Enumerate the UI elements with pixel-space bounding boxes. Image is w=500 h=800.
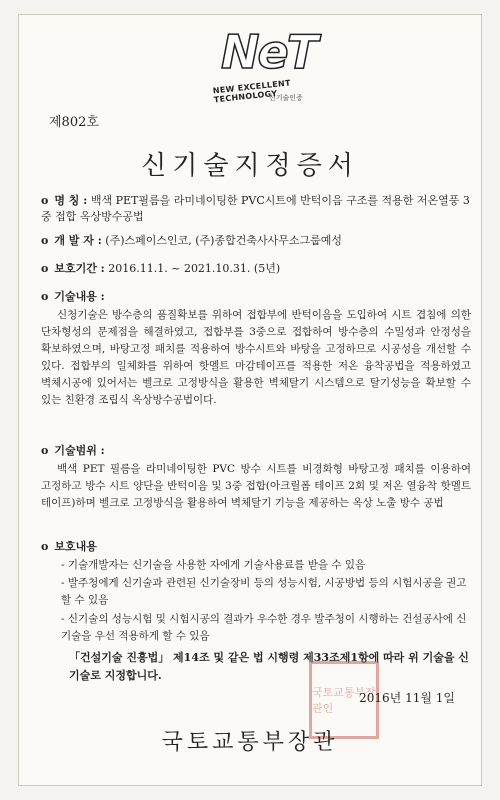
content-heading (41, 289, 471, 305)
period-value: 2016.11.1. ~ 2021.10.31. (5년) (108, 262, 281, 275)
name-value: 백색 PET필름을 라미네이팅한 PVC시트에 반턱이음 구조를 적용한 저온열풍 3중 접합 옥상방수공법 (41, 194, 470, 223)
name-label: 명 칭 : (54, 194, 88, 207)
content-text: 신청기술은 방수층의 품질확보를 위하여 접합부에 반턱이음을 도입하여 시트 겹침에 의한 단차형성의 문제점을 해결하였고, 접합부를 3중으로 접합하여 방수층의 수밀성과 안정성을 확보하였으며, 바탕고정 패치를 적용하여 방수시트와 바탕을 고정하므로 시공성을 개선할 수 있다. 접합부의 일체화를 위하여 핫멜트 마감테이프를 적용한 저온 융착공법을 적용하였고 벽체시공에 있어서는 벨크로 고정방식을 활용한 벽체탈기 시스템으로 탈기성능을 확보할 수 있는 친환경 조립식 옥상방수공법이다. (41, 309, 471, 406)
logo-ring-text: NEW EXCELLENT TECHNOLOGY (212, 78, 292, 105)
period-row (41, 261, 471, 277)
certificate (18, 14, 482, 786)
developer-row (41, 233, 471, 249)
bullet-icon: o (41, 262, 49, 275)
legal-basis: 「건설기술 진흥법」 제14조 및 같은 법 시행령 제33조제1항에 따라 위 기술을 신기술로 지정합니다. (69, 651, 469, 682)
developer-value: (주)스페이스인코, (주)종합건축사사무소그룹예성 (105, 234, 342, 247)
protection-label: 보호내용 (54, 540, 97, 553)
bullet-icon: o (41, 290, 49, 303)
certificate-number: 제802호 (49, 115, 99, 130)
name-row (41, 193, 471, 225)
issue-date: 2016년 11월 1일 (359, 691, 455, 705)
scope-text: 백색 PET 필름을 라미네이팅한 PVC 방수 시트를 비경화형 바탕고정 패치를 이용하여 고정하고 방수 시트 양단을 반턱이음 및 3중 접합(아크릴폼 테이프 2회 및 저온 열융착 핫멜트 테이프)하며 벨크로 고정방식을 활용하여 벽체탈기 기능을 제공하는 옥상 노출 방수 공법 (41, 463, 471, 509)
scope-heading (41, 443, 471, 459)
content-label: 기술내용 : (54, 290, 105, 303)
seal-text: 국토교통부장관인 (312, 686, 376, 715)
certificate-title: 신기술지정증서 (141, 151, 359, 181)
protection-item: - 신기술의 성능시험 및 시험시공의 결과가 우수한 경우 발주청이 시행하는 건설공사에 신기술을 우선 적용하게 할 수 있음 (61, 613, 467, 642)
scope-label: 기술범위 : (54, 444, 105, 457)
issuer: 국토교통부장관 (161, 730, 339, 755)
protection-heading (41, 539, 471, 555)
logo-word: NeT (221, 25, 317, 79)
bullet-icon: o (41, 234, 49, 247)
period-label: 보호기간 : (54, 262, 105, 275)
protection-item: - 발주청에게 신기술과 관련된 신기술장비 등의 성능시험, 시공방법 등의 시험시공을 권고할 수 있음 (61, 577, 467, 606)
bullet-icon: o (41, 194, 49, 207)
bullet-icon: o (41, 444, 49, 457)
developer-label: 개 발 자 : (54, 234, 102, 247)
bullet-icon: o (41, 540, 49, 553)
protection-item: - 기술개발자는 신기술을 사용한 자에게 기술사용료를 받을 수 있음 (61, 559, 366, 571)
logo-sub: 신기술인증 (269, 94, 303, 102)
net-logo (207, 23, 357, 127)
